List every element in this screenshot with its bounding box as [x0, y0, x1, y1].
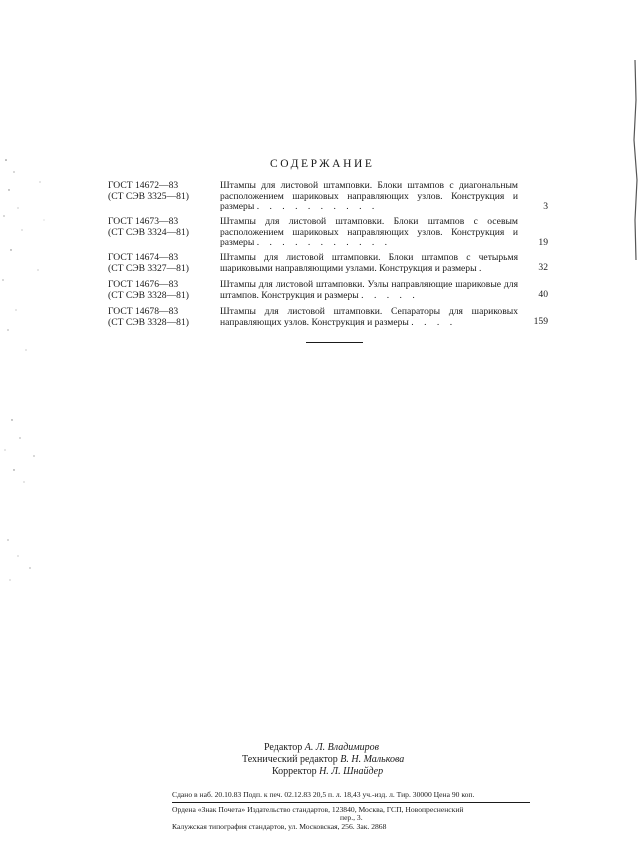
gost-code: ГОСТ 14678—83 — [108, 306, 179, 317]
toc-entry — [108, 280, 548, 307]
section-divider — [306, 342, 363, 343]
toc-standard-code — [108, 280, 214, 301]
toc-entry — [108, 181, 548, 217]
toc-title: СОДЕРЖАНИЕ — [270, 158, 375, 170]
dot-leader: . — [478, 262, 486, 274]
dot-leader: . . . . — [411, 316, 457, 328]
imprint-printer: Калужская типография стандартов, ул. Московская, 256. Зак. 2868 — [172, 822, 387, 831]
cmea-code: (СТ СЭВ 3325—81) — [108, 190, 189, 202]
toc-standard-code — [108, 253, 214, 274]
gost-code: ГОСТ 14676—83 — [108, 279, 179, 290]
dot-leader: . . . . . . . . . . — [256, 201, 379, 213]
cmea-code: (СТ СЭВ 3327—81) — [108, 262, 189, 274]
cmea-code: (СТ СЭВ 3328—81) — [108, 289, 189, 301]
toc-entry — [108, 253, 548, 280]
toc-entry-title: Штампы для листовой штамповки. Блоки штампов с диагональным расположением шариковых направляющих узлов. Конструкция и размеры . . . . . . . . . . — [220, 180, 518, 213]
toc-entry-title: Штампы для листовой штамповки. Узлы направляющие шариковые для штампов. Конструкция и размеры . . . . . — [220, 279, 518, 301]
dot-leader: . . . . . — [361, 289, 419, 301]
gost-code: ГОСТ 14674—83 — [108, 252, 179, 263]
toc-entry — [108, 307, 548, 334]
toc-standard-code — [108, 217, 214, 238]
cmea-code: (СТ СЭВ 3328—81) — [108, 316, 189, 328]
toc-entry-title: Штампы для листовой штамповки. Блоки штампов с четырьмя шариковыми направляющими узлами. Конструкция и размеры . — [220, 252, 518, 274]
toc-page-number: 19 — [538, 237, 548, 248]
toc-standard-code — [108, 181, 214, 202]
dot-leader: . . . . . . . . . . . — [256, 237, 392, 249]
imprint-divider — [172, 802, 530, 803]
scan-specks — [0, 120, 60, 600]
toc-page-number: 40 — [538, 289, 548, 300]
toc-entry-title: Штампы для листовой штамповки. Сепараторы для шариковых направляющих узлов. Конструкция и размеры . . . . — [220, 306, 518, 328]
toc-entry — [108, 217, 548, 253]
toc-entry-title: Штампы для листовой штамповки. Блоки штампов с осевым расположением шариковых направляющих узлов. Конструкция и размеры . . . . . . . . . . . — [220, 216, 518, 249]
toc-page-number: 32 — [538, 262, 548, 273]
gost-code: ГОСТ 14672—83 — [108, 180, 179, 191]
toc-page-number: 3 — [543, 201, 548, 212]
toc-page-number: 159 — [533, 316, 548, 327]
imprint-publisher: Ордена «Знак Почета» Издательство стандартов, 123840, Москва, ГСП, Новопресненский — [172, 805, 464, 814]
corrector-credit: Корректор Н. Л. Шнайдер — [272, 766, 384, 777]
imprint-print-data: Сдано в наб. 20.10.83 Подп. к печ. 02.12.83 20,5 п. л. 18,43 уч.-изд. л. Тир. 30000 Цена 90 коп. — [172, 790, 475, 799]
gost-code: ГОСТ 14673—83 — [108, 216, 179, 227]
imprint-publisher-address: пер., 3. — [340, 813, 363, 822]
cmea-code: (СТ СЭВ 3324—81) — [108, 226, 189, 238]
editor-credit: Редактор А. Л. Владимиров — [264, 742, 379, 753]
tech-editor-credit: Технический редактор В. Н. Малькова — [242, 754, 405, 765]
toc-standard-code — [108, 307, 214, 328]
table-of-contents — [108, 181, 548, 334]
scan-edge — [632, 60, 638, 260]
